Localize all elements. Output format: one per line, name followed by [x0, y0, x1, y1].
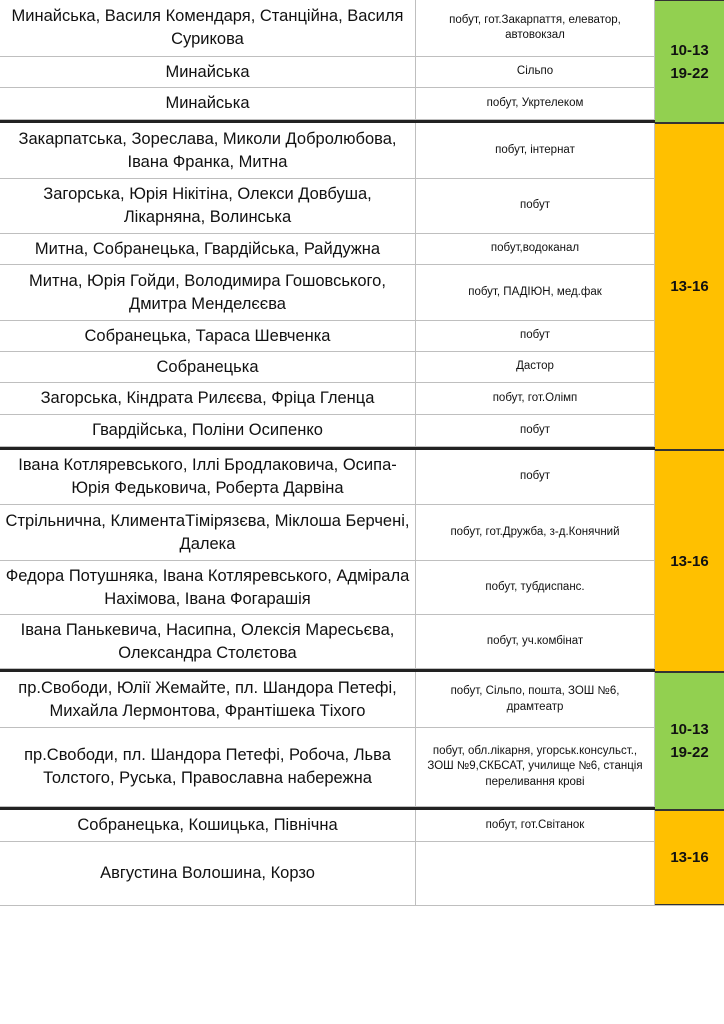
street-cell: Собранецька — [156, 357, 259, 376]
time-range: 13-16 — [670, 552, 709, 570]
time-range: 13-16 — [670, 849, 709, 866]
street-cell: Закарпатська, Зореслава, Миколи Добролюбова, Івана Франка, Митна — [18, 129, 397, 171]
notes-cell: побут — [520, 199, 550, 212]
time-slot-cell — [655, 123, 724, 450]
notes-cell: побут, гот.Закарпаття, елеватор, автовокзал — [449, 13, 621, 41]
street-cell: Гвардійська, Поліни Осипенко — [92, 421, 323, 439]
notes-cell: побут, ПАДІЮН, мед.фак — [468, 285, 602, 298]
notes-cell: побут, уч.комбінат — [486, 634, 584, 647]
street-cell: Собранецька, Тараса Шевченка — [84, 326, 331, 345]
street-cell: Федора Потушняка, Івана Котляревського, Адмірала Нахімова, Івана Фогарашія — [5, 566, 410, 608]
street-cell: Митна, Собранецька, Гвардійська, Райдужна — [34, 239, 381, 258]
notes-cell: Сільпо — [516, 65, 554, 78]
group-separator — [0, 447, 655, 450]
time-slot-cell — [655, 810, 724, 905]
notes-cell: побут, гот.Дружба, з-д.Конячний — [450, 525, 620, 538]
notes-cell: Дастор — [516, 360, 554, 373]
notes-cell: побут — [520, 329, 550, 342]
street-cell: Минайська — [165, 62, 250, 81]
notes-cell: побут — [520, 423, 550, 436]
street-cell: Августина Волошина, Корзо — [100, 864, 315, 882]
notes-cell: побут, тубдиспанс. — [485, 580, 585, 593]
group-separator — [0, 669, 655, 672]
time-slot-cell — [655, 450, 724, 672]
time-range: 10-13 — [670, 721, 709, 738]
column-divider — [415, 0, 416, 905]
notes-cell: побут, гот.Олімп — [492, 391, 578, 404]
notes-cell: побут, Сільпо, пошта, ЗОШ №6, драмтеатр — [450, 685, 620, 713]
street-cell: Минайська, Василя Комендаря, Станційна, Василя Сурикова — [11, 7, 404, 48]
notes-cell: побут, обл.лікарня, угорськ.консульст., ЗОШ №9,СКБСАТ, училище №6, станція переливання крові — [427, 744, 643, 788]
street-cell: Івана Котляревського, Іллі Бродлаковича, Осипа-Юрія Федьковича, Роберта Дарвіна — [18, 456, 397, 497]
street-cell: Стрільнична, КлиментаТімірязєва, Міклоша Берчені, Далека — [5, 511, 410, 553]
group-separator — [0, 807, 655, 810]
notes-cell: побут, Укртелеком — [486, 96, 584, 109]
notes-cell: побут, гот.Світанок — [485, 818, 585, 831]
street-cell: Собранецька, Кошицька, Північна — [77, 816, 338, 834]
street-cell: Минайська — [165, 94, 250, 112]
street-cell: пр.Свободи, пл. Шандора Петефі, Робоча, Льва Толстого, Руська, Православна набережна — [24, 746, 391, 787]
time-range: 19-22 — [670, 64, 709, 82]
time-range: 19-22 — [670, 744, 709, 761]
notes-cell: побут,водоканал — [490, 242, 580, 255]
time-range: 13-16 — [670, 278, 709, 295]
time-slot-cell — [655, 672, 724, 810]
time-slot-cell — [655, 0, 724, 123]
street-cell: Івана Панькевича, Насипна, Олексія Маресьєва, Олександра Столєтова — [20, 620, 395, 662]
street-cell: Загорська, Юрія Нікітіна, Олекси Довбуша, Лікарняна, Волинська — [43, 185, 372, 226]
notes-cell: побут — [520, 470, 550, 483]
street-cell: пр.Свободи, Юлії Жемайте, пл. Шандора Петефі, Михайла Лермонтова, Франтішека Тіхого — [18, 678, 397, 720]
notes-cell — [416, 842, 654, 905]
street-cell: Митна, Юрія Гойди, Володимира Гошовського, Дмитра Менделєєва — [29, 271, 386, 313]
street-cell: Загорська, Кіндрата Рилєєва, Фріца Гленца — [40, 389, 375, 407]
table-bottom-border — [0, 905, 724, 906]
notes-cell: побут, інтернат — [495, 143, 575, 156]
group-separator — [0, 120, 655, 123]
time-range: 10-13 — [670, 41, 709, 59]
